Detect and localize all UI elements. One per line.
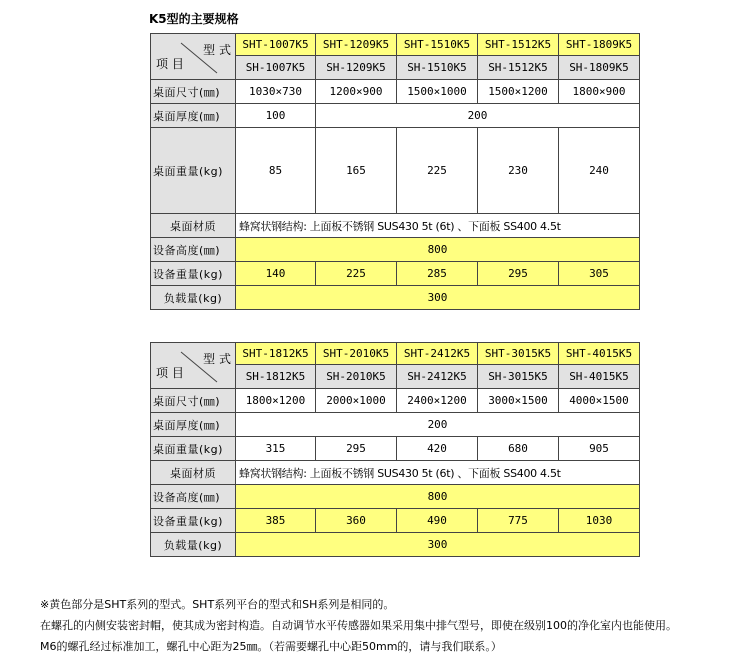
- material-cell: 蜂窝状钢结构: 上面板不锈钢 SUS430 5t (6t) 、下面板 SS400 4.5t: [236, 214, 640, 238]
- model-sht: SHT-1209K5: [316, 34, 397, 56]
- table-cell: 1800×900: [559, 80, 640, 104]
- table-cell: 385: [236, 509, 316, 533]
- table-cell: 200: [236, 413, 640, 437]
- table-cell: 285: [397, 262, 478, 286]
- model-sh: SH-1209K5: [316, 56, 397, 80]
- model-sht: SHT-1007K5: [236, 34, 316, 56]
- table-cell: 905: [559, 437, 640, 461]
- table-cell: 305: [559, 262, 640, 286]
- corner-item-label: 项 目: [156, 56, 184, 71]
- table-row: [151, 80, 640, 104]
- model-sh: SH-2412K5: [397, 365, 478, 389]
- table-row: [151, 509, 640, 533]
- table-cell: 230: [478, 128, 559, 214]
- table-cell: 1500×1000: [397, 80, 478, 104]
- model-sht: SHT-3015K5: [478, 343, 559, 365]
- model-sh: SH-4015K5: [559, 365, 640, 389]
- table-row: [151, 104, 640, 128]
- table-cell: 300: [236, 533, 640, 557]
- row-label-equipment-weight: 设备重量(kg): [151, 262, 236, 286]
- model-sh: SH-1510K5: [397, 56, 478, 80]
- model-sht: SHT-1510K5: [397, 34, 478, 56]
- spec-title: K5型的主要规格: [149, 12, 239, 26]
- table-cell: 4000×1500: [559, 389, 640, 413]
- table-cell: 800: [236, 485, 640, 509]
- table-row: [151, 461, 640, 485]
- table-row: [151, 413, 640, 437]
- row-label-weight: 桌面重量(kg): [151, 437, 236, 461]
- row-label-material: 桌面材质: [151, 461, 236, 485]
- table-cell: 1030×730: [236, 80, 316, 104]
- table-cell: 2400×1200: [397, 389, 478, 413]
- table-row: [151, 286, 640, 310]
- model-sht: SHT-2010K5: [316, 343, 397, 365]
- model-sht: SHT-2412K5: [397, 343, 478, 365]
- table-cell: 775: [478, 509, 559, 533]
- table-row: [151, 262, 640, 286]
- model-sh: SH-2010K5: [316, 365, 397, 389]
- table-cell: 165: [316, 128, 397, 214]
- table-cell: 360: [316, 509, 397, 533]
- header-corner-cell: [151, 34, 236, 80]
- table-row: [151, 389, 640, 413]
- table-row: [151, 437, 640, 461]
- table-row: [151, 128, 640, 214]
- model-sh: SH-1812K5: [236, 365, 316, 389]
- note-line: 在螺孔的内侧安装密封帽，使其成为密封构造。自动调节水平传感器如果采用集中排气型号，即使在级别100的净化室内也能使用。: [40, 619, 677, 632]
- material-cell: 蜂窝状钢结构: 上面板不锈钢 SUS430 5t (6t) 、下面板 SS400 4.5t: [236, 461, 640, 485]
- table-cell: 1800×1200: [236, 389, 316, 413]
- table-cell: 85: [236, 128, 316, 214]
- table-cell: 240: [559, 128, 640, 214]
- model-sht: SHT-1809K5: [559, 34, 640, 56]
- row-label-load: 负载量(kg): [151, 286, 236, 310]
- model-sh: SH-1007K5: [236, 56, 316, 80]
- row-label-size: 桌面尺寸(㎜): [151, 389, 236, 413]
- table-cell: 140: [236, 262, 316, 286]
- table-cell: 800: [236, 238, 640, 262]
- table-row: [151, 214, 640, 238]
- corner-type-label: 型 式: [203, 42, 231, 57]
- row-label-load: 负载量(kg): [151, 533, 236, 557]
- table-cell: 2000×1000: [316, 389, 397, 413]
- table-cell: 1030: [559, 509, 640, 533]
- table-cell: 420: [397, 437, 478, 461]
- row-label-thickness: 桌面厚度(㎜): [151, 104, 236, 128]
- corner-type-label: 型 式: [203, 351, 231, 366]
- notes: [40, 594, 677, 657]
- model-sh: SH-1809K5: [559, 56, 640, 80]
- model-sht: SHT-4015K5: [559, 343, 640, 365]
- table-cell: 300: [236, 286, 640, 310]
- row-label-weight: 桌面重量(kg): [151, 128, 236, 214]
- table-cell: 225: [397, 128, 478, 214]
- row-label-thickness: 桌面厚度(㎜): [151, 413, 236, 437]
- row-label-size: 桌面尺寸(㎜): [151, 80, 236, 104]
- table-cell: 490: [397, 509, 478, 533]
- note-line: ※黄色部分是SHT系列的型式。SHT系列平台的型式和SH系列是相同的。: [40, 598, 395, 611]
- table-row: [151, 533, 640, 557]
- table-cell: 295: [316, 437, 397, 461]
- table-row: [151, 34, 640, 56]
- table-cell: 3000×1500: [478, 389, 559, 413]
- table-cell: 295: [478, 262, 559, 286]
- table-cell: 680: [478, 437, 559, 461]
- table-cell: 1200×900: [316, 80, 397, 104]
- row-label-height: 设备高度(㎜): [151, 485, 236, 509]
- row-label-material: 桌面材质: [151, 214, 236, 238]
- table-row: [151, 238, 640, 262]
- table-row: [151, 343, 640, 365]
- table-cell: 200: [316, 104, 640, 128]
- model-sht: SHT-1812K5: [236, 343, 316, 365]
- model-sh: SH-1512K5: [478, 56, 559, 80]
- row-label-equipment-weight: 设备重量(kg): [151, 509, 236, 533]
- table-cell: 315: [236, 437, 316, 461]
- header-corner-cell: [151, 343, 236, 389]
- corner-item-label: 项 目: [156, 365, 184, 380]
- row-label-height: 设备高度(㎜): [151, 238, 236, 262]
- model-sht: SHT-1512K5: [478, 34, 559, 56]
- spec-table-2: [150, 342, 640, 557]
- table-cell: 100: [236, 104, 316, 128]
- table-cell: 225: [316, 262, 397, 286]
- table-row: [151, 485, 640, 509]
- model-sh: SH-3015K5: [478, 365, 559, 389]
- spec-table-1: [150, 33, 640, 310]
- table-cell: 1500×1200: [478, 80, 559, 104]
- note-line: M6的螺孔经过标准加工，螺孔中心距为25㎜。（若需要螺孔中心距50mm的，请与我们联系。）: [40, 640, 502, 653]
